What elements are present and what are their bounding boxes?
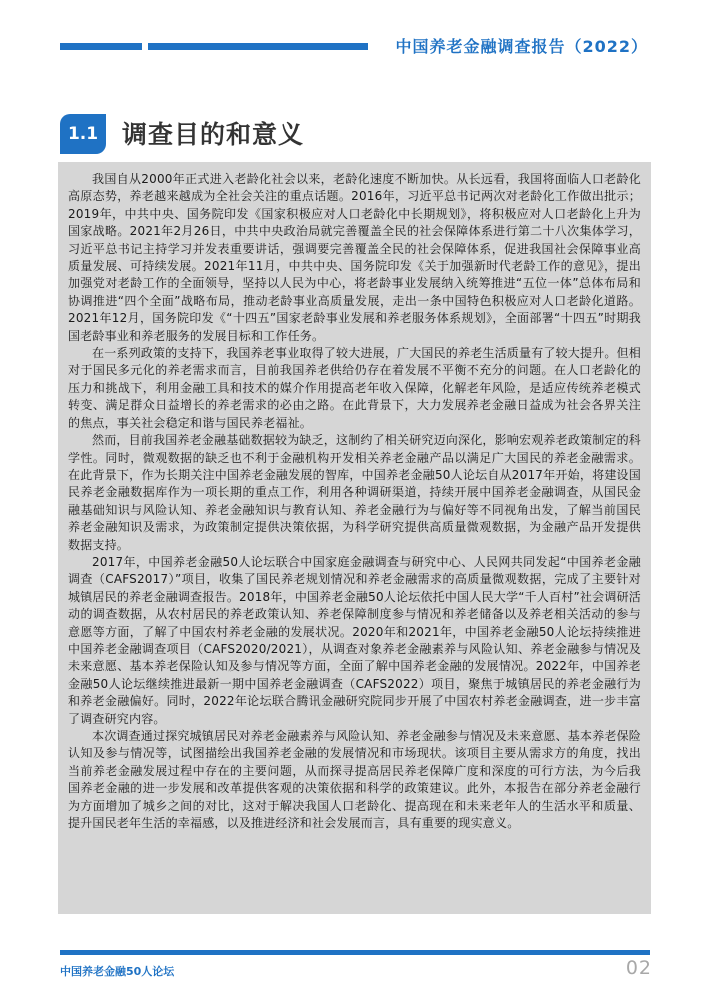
body-text-panel	[58, 162, 651, 914]
footer-organization: 中国养老金融50人论坛	[60, 965, 175, 978]
footer-divider	[60, 950, 650, 955]
header-accent-bar-long	[148, 43, 368, 50]
paragraph: 2017年，中国养老金融50人论坛联合中国家庭金融调查与研究中心、人民网共同发起“中国养老金融调查（CAFS2017）”项目，收集了国民养老规划情况和养老金融需求的高质量微观数据，完成了主要针对城镇居民的养老金融调查报告。2018年，中国养老金融50人论坛依托中国人民大学“千人百村”社会调研活动的调查数据，从农村居民的养老政策认知、养老保障制度参与情况和养老储备以及养老相关活动的参与意愿等方面，了解了中国农村养老金融的发展状况。2020年和2021年，中国养老金融50人论坛持续推进中国养老金融调查项目（CAFS2020/2021），从调查对象养老金融素养与风险认知、养老金融参与情况及未来意愿、基本养老保险认知及参与情况等方面，全面了解中国养老金融的发展情况。2022年，中国养老金融50人论坛继续推进最新一期中国养老金融调查（CAFS2022）项目，聚焦于城镇居民的养老金融行为和养老金融偏好。同时，2022年论坛联合腾讯金融研究院同步开展了中国农村养老金融调查，进一步丰富了调查研究内容。	[68, 554, 641, 726]
section-title: 调查目的和意义	[122, 120, 305, 149]
report-title: 中国养老金融调查报告（2022）	[395, 37, 648, 56]
paragraph: 本次调查通过探究城镇居民对养老金融素养与风险认知、养老金融参与情况及未来意愿、基本养老保险认知及参与情况等，试图描绘出我国养老金融的发展情况和市场现状。该项目主要从需求方的角度，找出当前养老金融发展过程中存在的主要问题，从而探寻提高居民养老保障广度和深度的可行方法，为今后我国养老金融的进一步发展和改革提供客观的决策依据和科学的政策建议。此外，本报告在部分养老金融行为方面增加了城乡之间的对比，这对于解决我国人口老龄化、提高现在和未来老年人的生活水平和质量、提升国民老年生活的幸福感，以及推进经济和社会发展而言，具有重要的现实意义。	[68, 729, 642, 831]
page-number: 02	[625, 957, 652, 979]
header-accent-bar-short	[60, 43, 142, 50]
paragraph: 然而，目前我国养老金融基础数据较为缺乏，这制约了相关研究迈向深化，影响宏观养老政策制定的科学性。同时，微观数据的缺乏也不利于金融机构开发相关养老金融产品以满足广大国民的养老金融需求。在此背景下，作为长期关注中国养老金融发展的智库，中国养老金融50人论坛自从2017年开始，将建设国民养老金融数据库作为一项长期的重点工作，利用各种调研渠道，持续开展中国养老金融调查，从国民金融基础知识与风险认知、养老金融知识与教育认知、养老金融行为与偏好等不同视角出发，了解当前国民养老金融知识及需求，为政策制定提供决策依据，为科学研究提供高质量微观数据，为金融产品开发提供数据支持。	[68, 433, 642, 552]
section-number-badge: 1.1	[60, 114, 106, 154]
paragraph: 我国自从2000年正式进入老龄化社会以来，老龄化速度不断加快。从长远看，我国将面临人口老龄化高原态势，养老越来越成为全社会关注的重点话题。2016年，习近平总书记两次对老龄化工作做出批示；2019年，中共中央、国务院印发《国家积极应对人口老龄化中长期规划》，将积极应对人口老龄化上升为国家战略。2021年2月26日，中共中央政治局就完善覆盖全民的社会保障体系进行第二十八次集体学习，习近平总书记主持学习并发表重要讲话，强调要完善覆盖全民的社会保障体系，促进我国社会保障事业高质量发展、可持续发展。2021年11月，中共中央、国务院印发《关于加强新时代老龄工作的意见》，提出加强党对老龄工作的全面领导，坚持以人民为中心，将老龄事业发展纳入统筹推进“五位一体”总体布局和协调推进“四个全面”战略布局，推动老龄事业高质量发展，走出一条中国特色积极应对人口老龄化道路。2021年12月，国务院印发《“十四五”国家老龄事业发展和养老服务体系规划》，全面部署“十四五”时期我国老龄事业和养老服务的发展目标和工作任务。	[68, 172, 641, 343]
paragraph: 在一系列政策的支持下，我国养老事业取得了较大进展，广大国民的养老生活质量有了较大提升。但相对于国民多元化的养老需求而言，目前我国养老供给仍存在着发展不平衡不充分的问题。在人口老龄化的压力和挑战下，利用金融工具和技术的媒介作用提高老年收入保障，化解老年风险，是适应传统养老模式转变、满足群众日益增长的养老需求的必由之路。在此背景下，大力发展养老金融日益成为社会各界关注的焦点，事关社会稳定和谐与国民养老福祉。	[68, 346, 642, 430]
